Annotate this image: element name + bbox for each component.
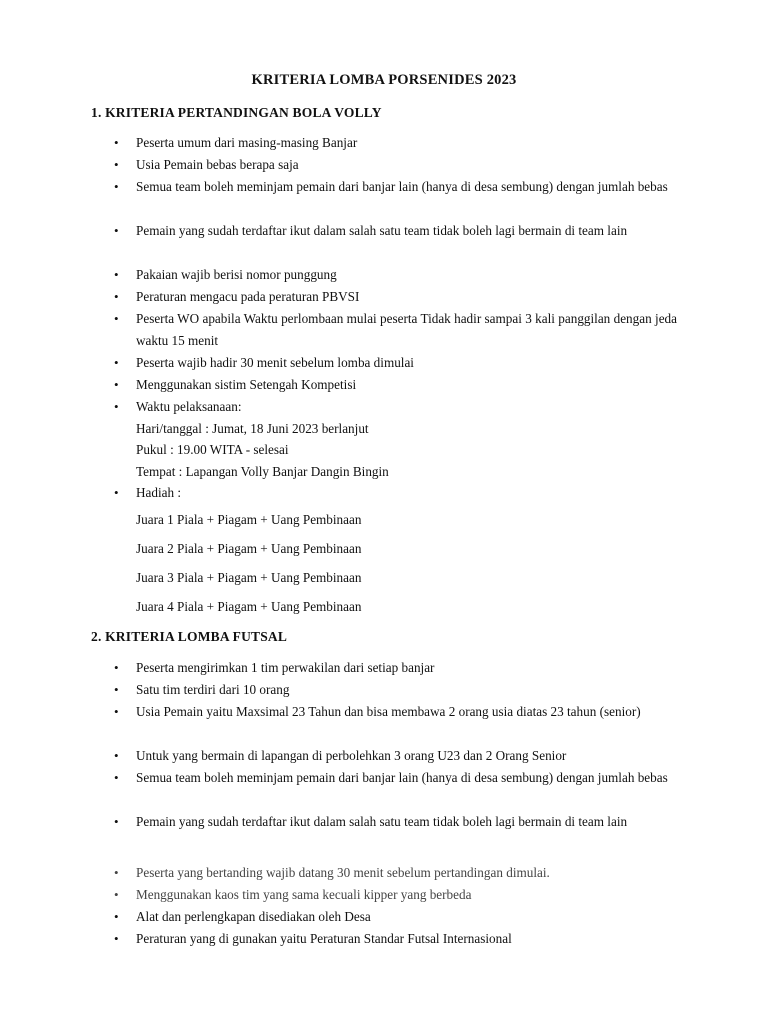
list-item: • Peraturan yang di gunakan yaitu Peraturan Standar Futsal Internasional	[0, 928, 677, 950]
bullet-icon: •	[114, 355, 119, 370]
prize-line: Juara 4 Piala + Piagam + Uang Pembinaan	[136, 599, 362, 614]
bullet-icon: •	[114, 704, 119, 719]
prize-line: Juara 3 Piala + Piagam + Uang Pembinaan	[136, 570, 362, 585]
list-item: • Menggunakan kaos tim yang sama kecuali kipper yang berbeda	[0, 884, 677, 906]
prize-line: Juara 1 Piala + Piagam + Uang Pembinaan	[136, 512, 362, 527]
bullet-icon: •	[114, 909, 119, 924]
document-title: KRITERIA LOMBA PORSENIDES 2023	[251, 72, 517, 88]
bullet-icon: •	[114, 289, 119, 304]
bullet-icon: •	[114, 931, 119, 946]
list-item: • Peserta wajib hadir 30 menit sebelum lomba dimulai	[0, 352, 677, 374]
bullet-icon: •	[114, 267, 119, 282]
list-item: • Menggunakan sistim Setengah Kompetisi	[0, 374, 677, 396]
section-heading-futsal: 2. KRITERIA LOMBA FUTSAL	[91, 629, 288, 644]
bullet-icon: •	[114, 887, 119, 902]
list-item: • Peserta yang bertanding wajib datang 30 menit sebelum pertandingan dimulai.	[0, 862, 677, 884]
bullet-icon: •	[114, 311, 119, 326]
list-item: • Usia Pemain yaitu Maxsimal 23 Tahun dan bisa membawa 2 orang usia diatas 23 tahun (senior)	[0, 701, 677, 745]
volly-criteria-list	[0, 132, 677, 504]
bullet-icon: •	[114, 660, 119, 675]
schedule-time: Pukul : 19.00 WITA - selesai	[136, 442, 289, 457]
list-item: • Peserta WO apabila Waktu perlombaan mulai peserta Tidak hadir sampai 3 kali panggilan dengan jeda waktu 15 menit	[0, 308, 677, 352]
list-item: • Peraturan mengacu pada peraturan PBVSI	[0, 286, 677, 308]
list-item: • Hadiah :	[0, 482, 677, 504]
bullet-icon: •	[114, 157, 119, 172]
prize-line: Juara 2 Piala + Piagam + Uang Pembinaan	[136, 541, 362, 556]
futsal-criteria-list	[0, 657, 677, 950]
bullet-icon: •	[114, 814, 119, 829]
list-item: • Pakaian wajib berisi nomor punggung	[0, 264, 677, 286]
list-item: • Alat dan perlengkapan disediakan oleh Desa	[0, 906, 677, 928]
list-item: • Satu tim terdiri dari 10 orang	[0, 679, 677, 701]
bullet-icon: •	[114, 223, 119, 238]
list-item: • Semua team boleh meminjam pemain dari banjar lain (hanya di desa sembung) dengan jumlah bebas	[0, 176, 677, 220]
schedule-place: Tempat : Lapangan Volly Banjar Dangin Bingin	[136, 463, 389, 479]
list-item: • Pemain yang sudah terdaftar ikut dalam salah satu team tidak boleh lagi bermain di team lain	[0, 220, 677, 264]
schedule-date: Hari/tanggal : Jumat, 18 Juni 2023 berlanjut	[136, 420, 369, 436]
bullet-icon: •	[114, 748, 119, 763]
list-item: • Untuk yang bermain di lapangan di perbolehkan 3 orang U23 dan 2 Orang Senior	[0, 745, 677, 767]
bullet-icon: •	[114, 770, 119, 785]
bullet-icon: •	[114, 865, 119, 880]
bullet-icon: •	[114, 377, 119, 392]
list-item: • Pemain yang sudah terdaftar ikut dalam salah satu team tidak boleh lagi bermain di team lain	[0, 811, 677, 862]
bullet-icon: •	[114, 485, 119, 500]
list-item: • Waktu pelaksanaan: Hari/tanggal : Jumat, 18 Juni 2023 berlanjut Pukul : 19.00 WITA - selesai Tempat : Lapangan Volly Banjar Dangin Bingin	[0, 396, 677, 482]
bullet-icon: •	[114, 135, 119, 150]
section-heading-volly: 1. KRITERIA PERTANDINGAN BOLA VOLLY	[91, 105, 382, 120]
list-item: • Semua team boleh meminjam pemain dari banjar lain (hanya di desa sembung) dengan jumlah bebas	[0, 767, 677, 811]
bullet-icon: •	[114, 179, 119, 194]
list-item: • Peserta umum dari masing-masing Banjar	[0, 132, 677, 154]
list-item: • Usia Pemain bebas berapa saja	[0, 154, 677, 176]
bullet-icon: •	[114, 682, 119, 697]
bullet-icon: •	[114, 399, 119, 414]
list-item: • Peserta mengirimkan 1 tim perwakilan dari setiap banjar	[0, 657, 677, 679]
